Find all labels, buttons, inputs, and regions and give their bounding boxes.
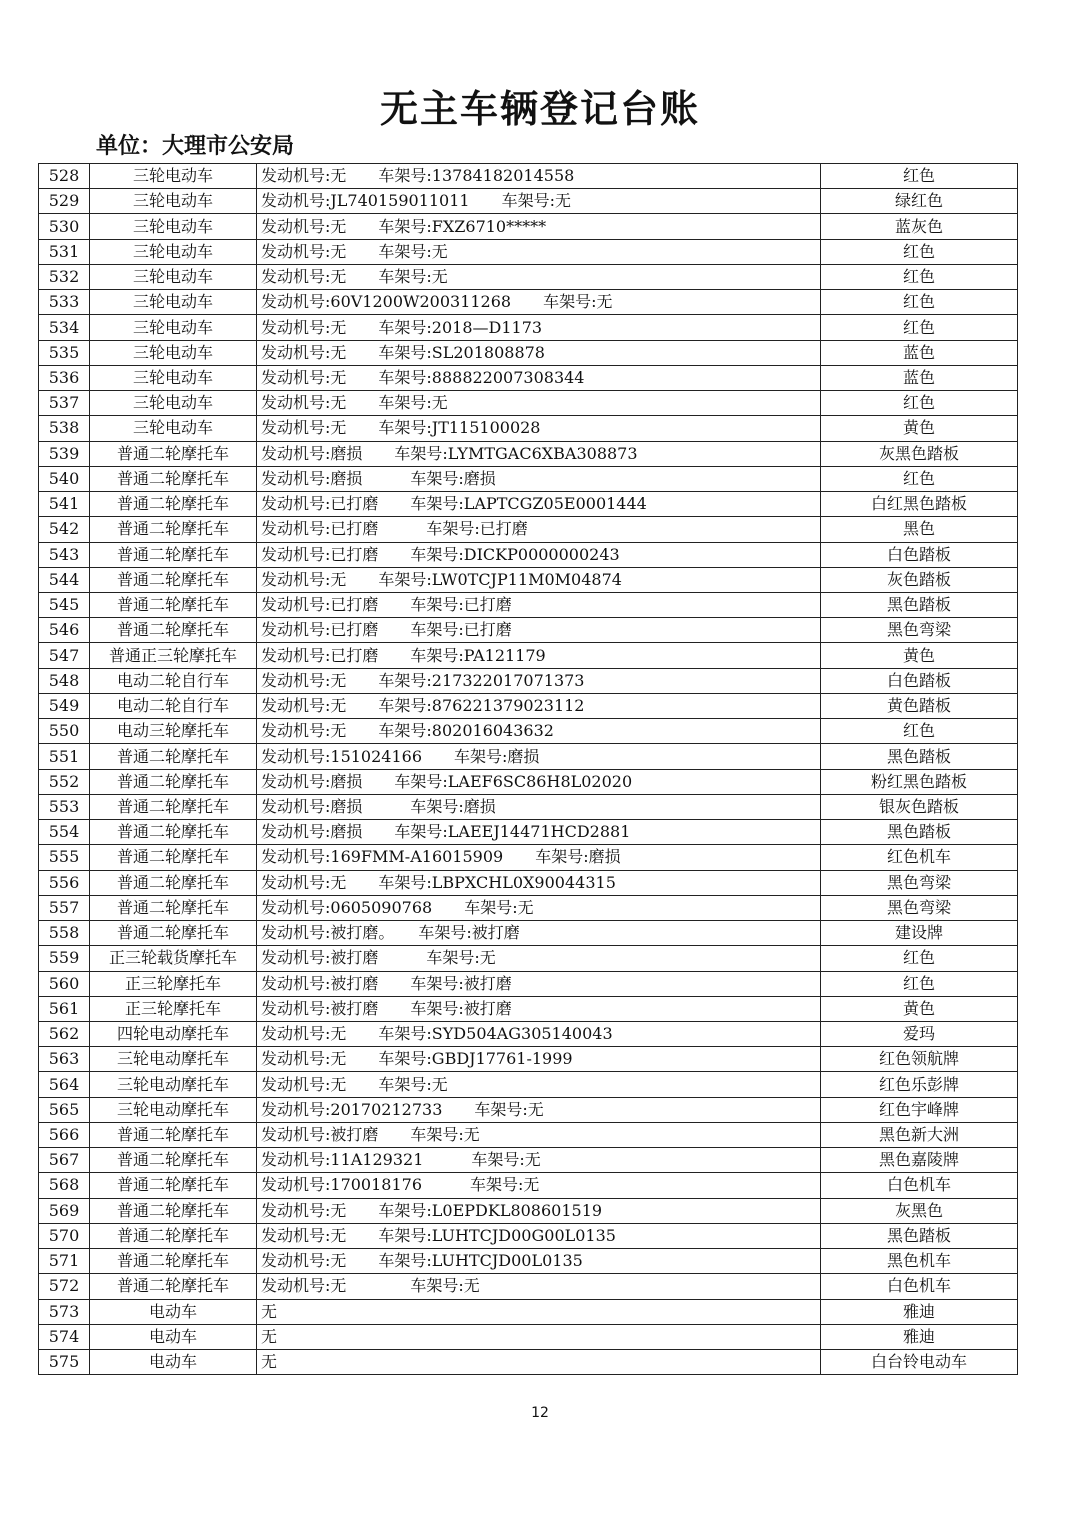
- vehicle-color: 黑色踏板: [821, 1223, 1018, 1248]
- engine-frame-numbers: 发动机号:无 车架号:SL201808878: [257, 340, 821, 365]
- row-number: 561: [39, 996, 90, 1021]
- engine-frame-numbers: 发动机号:已打磨 车架号:已打磨: [257, 618, 821, 643]
- table-row: [39, 592, 1018, 617]
- vehicle-type: 电动二轮自行车: [90, 693, 257, 718]
- vehicle-type: 普通二轮摩托车: [90, 466, 257, 491]
- table-row: [39, 971, 1018, 996]
- vehicle-color: 黑色踏板: [821, 820, 1018, 845]
- vehicle-color: 雅迪: [821, 1324, 1018, 1349]
- row-number: 553: [39, 794, 90, 819]
- vehicle-type: 普通二轮摩托车: [90, 618, 257, 643]
- vehicle-type: 三轮电动车: [90, 239, 257, 264]
- vehicle-color: 红色: [821, 264, 1018, 289]
- engine-frame-numbers: 发动机号:磨损 车架号:磨损: [257, 794, 821, 819]
- vehicle-type: 电动三轮摩托车: [90, 719, 257, 744]
- engine-frame-numbers: 发动机号:无 车架号:LUHTCJD00L0135: [257, 1249, 821, 1274]
- vehicle-type: 普通二轮摩托车: [90, 441, 257, 466]
- row-number: 554: [39, 820, 90, 845]
- vehicle-type: 普通二轮摩托车: [90, 492, 257, 517]
- table-row: [39, 391, 1018, 416]
- engine-frame-numbers: 发动机号:JL740159011011 车架号:无: [257, 189, 821, 214]
- vehicle-color: 粉红黑色踏板: [821, 769, 1018, 794]
- row-number: 532: [39, 264, 90, 289]
- engine-frame-numbers: 发动机号:169FMM-A16015909 车架号:磨损: [257, 845, 821, 870]
- vehicle-type: 电动车: [90, 1299, 257, 1324]
- vehicle-type: 三轮电动车: [90, 416, 257, 441]
- vehicle-color: 建设牌: [821, 921, 1018, 946]
- table-row: [39, 239, 1018, 264]
- row-number: 535: [39, 340, 90, 365]
- vehicle-color: 红色: [821, 719, 1018, 744]
- engine-frame-numbers: 无: [257, 1324, 821, 1349]
- vehicle-type: 普通二轮摩托车: [90, 1249, 257, 1274]
- table-row: [39, 618, 1018, 643]
- table-row: [39, 1198, 1018, 1223]
- table-row: [39, 492, 1018, 517]
- vehicle-type: 正三轮摩托车: [90, 996, 257, 1021]
- row-number: 558: [39, 921, 90, 946]
- vehicle-type: 三轮电动车: [90, 365, 257, 390]
- table-row: [39, 769, 1018, 794]
- vehicle-color: 爱玛: [821, 1021, 1018, 1046]
- vehicle-color: 黄色: [821, 643, 1018, 668]
- vehicle-type: 普通二轮摩托车: [90, 542, 257, 567]
- row-number: 573: [39, 1299, 90, 1324]
- row-number: 550: [39, 719, 90, 744]
- table-row: [39, 744, 1018, 769]
- vehicle-type: 电动二轮自行车: [90, 668, 257, 693]
- vehicle-color: 灰色踏板: [821, 567, 1018, 592]
- vehicle-color: 红色: [821, 971, 1018, 996]
- engine-frame-numbers: 发动机号:无 车架号:SYD504AG305140043: [257, 1021, 821, 1046]
- vehicle-type: 普通二轮摩托车: [90, 794, 257, 819]
- vehicle-type: 普通二轮摩托车: [90, 820, 257, 845]
- engine-frame-numbers: 发动机号:无 车架号:L0EPDKL808601519: [257, 1198, 821, 1223]
- engine-frame-numbers: 发动机号:无 车架号:888822007308344: [257, 365, 821, 390]
- vehicle-color: 白色机车: [821, 1274, 1018, 1299]
- row-number: 575: [39, 1350, 90, 1375]
- vehicle-type: 三轮电动车: [90, 340, 257, 365]
- engine-frame-numbers: 发动机号:无 车架号:JT115100028: [257, 416, 821, 441]
- row-number: 549: [39, 693, 90, 718]
- table-row: [39, 1122, 1018, 1147]
- vehicle-type: 正三轮摩托车: [90, 971, 257, 996]
- row-number: 551: [39, 744, 90, 769]
- vehicle-color: 雅迪: [821, 1299, 1018, 1324]
- table-row: [39, 1274, 1018, 1299]
- document-title: 无主车辆登记台账: [379, 87, 700, 131]
- engine-frame-numbers: 发动机号:无 车架号:876221379023112: [257, 693, 821, 718]
- vehicle-type: 普通二轮摩托车: [90, 567, 257, 592]
- table-row: [39, 1223, 1018, 1248]
- vehicle-color: 红色机车: [821, 845, 1018, 870]
- engine-frame-numbers: 发动机号:磨损 车架号:LAEF6SC86H8L02020: [257, 769, 821, 794]
- vehicle-color: 黑色: [821, 517, 1018, 542]
- table-row: [39, 946, 1018, 971]
- engine-frame-numbers: 发动机号:磨损 车架号:磨损: [257, 466, 821, 491]
- engine-frame-numbers: 无: [257, 1350, 821, 1375]
- vehicle-color: 黄色: [821, 416, 1018, 441]
- engine-frame-numbers: 发动机号:磨损 车架号:LAEEJ14471HCD2881: [257, 820, 821, 845]
- vehicle-type: 三轮电动车: [90, 391, 257, 416]
- vehicle-type: 普通二轮摩托车: [90, 1274, 257, 1299]
- row-number: 565: [39, 1097, 90, 1122]
- table-row: [39, 895, 1018, 920]
- vehicle-color: 红色领航牌: [821, 1047, 1018, 1072]
- vehicle-type: 三轮电动车: [90, 189, 257, 214]
- row-number: 537: [39, 391, 90, 416]
- vehicle-type: 普通二轮摩托车: [90, 1223, 257, 1248]
- row-number: 541: [39, 492, 90, 517]
- vehicle-color: 白台铃电动车: [821, 1350, 1018, 1375]
- vehicle-type: 普通二轮摩托车: [90, 845, 257, 870]
- vehicle-color: 白色机车: [821, 1173, 1018, 1198]
- row-number: 530: [39, 214, 90, 239]
- table-row: [39, 996, 1018, 1021]
- engine-frame-numbers: 发动机号:被打磨 车架号:无: [257, 946, 821, 971]
- vehicle-color: 白红黑色踏板: [821, 492, 1018, 517]
- engine-frame-numbers: 发动机号:被打磨 车架号:无: [257, 1122, 821, 1147]
- table-row: [39, 1148, 1018, 1173]
- vehicle-type: 三轮电动车: [90, 315, 257, 340]
- engine-frame-numbers: 发动机号:被打磨 车架号:被打磨: [257, 971, 821, 996]
- table-row: [39, 441, 1018, 466]
- engine-frame-numbers: 发动机号:无 车架号:LUHTCJD00G00L0135: [257, 1223, 821, 1248]
- row-number: 574: [39, 1324, 90, 1349]
- table-row: [39, 1299, 1018, 1324]
- vehicle-color: 红色: [821, 164, 1018, 189]
- row-number: 545: [39, 592, 90, 617]
- vehicle-color: 黄色: [821, 996, 1018, 1021]
- vehicle-type: 普通二轮摩托车: [90, 592, 257, 617]
- vehicle-color: 白色踏板: [821, 668, 1018, 693]
- row-number: 570: [39, 1223, 90, 1248]
- table-row: [39, 315, 1018, 340]
- row-number: 555: [39, 845, 90, 870]
- vehicle-type: 四轮电动摩托车: [90, 1021, 257, 1046]
- engine-frame-numbers: 发动机号:无 车架号:GBDJ17761-1999: [257, 1047, 821, 1072]
- row-number: 548: [39, 668, 90, 693]
- engine-frame-numbers: 无: [257, 1299, 821, 1324]
- row-number: 564: [39, 1072, 90, 1097]
- vehicle-type: 普通二轮摩托车: [90, 870, 257, 895]
- vehicle-type: 三轮电动车: [90, 214, 257, 239]
- table-row: [39, 214, 1018, 239]
- vehicle-color: 蓝灰色: [821, 214, 1018, 239]
- engine-frame-numbers: 发动机号:11A129321 车架号:无: [257, 1148, 821, 1173]
- table-row: [39, 870, 1018, 895]
- engine-frame-numbers: 发动机号:151024166 车架号:磨损: [257, 744, 821, 769]
- vehicle-color: 黑色弯梁: [821, 870, 1018, 895]
- vehicle-color: 黑色嘉陵牌: [821, 1148, 1018, 1173]
- vehicle-color: 灰黑色: [821, 1198, 1018, 1223]
- vehicle-color: 红色: [821, 290, 1018, 315]
- vehicle-color: 黑色踏板: [821, 592, 1018, 617]
- table-row: [39, 365, 1018, 390]
- vehicle-type: 正三轮载货摩托车: [90, 946, 257, 971]
- vehicle-type: 普通正三轮摩托车: [90, 643, 257, 668]
- row-number: 544: [39, 567, 90, 592]
- row-number: 528: [39, 164, 90, 189]
- table-row: [39, 1072, 1018, 1097]
- table-row: [39, 1097, 1018, 1122]
- page-number: 12: [531, 1405, 549, 1421]
- engine-frame-numbers: 发动机号:被打磨。 车架号:被打磨: [257, 921, 821, 946]
- vehicle-color: 红色: [821, 466, 1018, 491]
- engine-frame-numbers: 发动机号:无 车架号:LBPXCHL0X90044315: [257, 870, 821, 895]
- row-number: 562: [39, 1021, 90, 1046]
- engine-frame-numbers: 发动机号:无 车架号:无: [257, 239, 821, 264]
- engine-frame-numbers: 发动机号:60V1200W200311268 车架号:无: [257, 290, 821, 315]
- table-row: [39, 1173, 1018, 1198]
- engine-frame-numbers: 发动机号:无 车架号:无: [257, 264, 821, 289]
- row-number: 533: [39, 290, 90, 315]
- table-row: [39, 1021, 1018, 1046]
- row-number: 534: [39, 315, 90, 340]
- engine-frame-numbers: 发动机号:已打磨 车架号:已打磨: [257, 517, 821, 542]
- engine-frame-numbers: 发动机号:0605090768 车架号:无: [257, 895, 821, 920]
- vehicle-color: 红色宇峰牌: [821, 1097, 1018, 1122]
- table-row: [39, 164, 1018, 189]
- engine-frame-numbers: 发动机号:已打磨 车架号:DICKP0000000243: [257, 542, 821, 567]
- table-row: [39, 1249, 1018, 1274]
- engine-frame-numbers: 发动机号:无 车架号:LW0TCJP11M0M04874: [257, 567, 821, 592]
- row-number: 572: [39, 1274, 90, 1299]
- engine-frame-numbers: 发动机号:无 车架号:13784182014558: [257, 164, 821, 189]
- vehicle-color: 白色踏板: [821, 542, 1018, 567]
- vehicle-type: 电动车: [90, 1324, 257, 1349]
- row-number: 531: [39, 239, 90, 264]
- engine-frame-numbers: 发动机号:无 车架号:2018—D1173: [257, 315, 821, 340]
- table-row: [39, 542, 1018, 567]
- engine-frame-numbers: 发动机号:无 车架号:217322017071373: [257, 668, 821, 693]
- row-number: 547: [39, 643, 90, 668]
- vehicle-type: 电动车: [90, 1350, 257, 1375]
- table-row: [39, 820, 1018, 845]
- row-number: 539: [39, 441, 90, 466]
- row-number: 568: [39, 1173, 90, 1198]
- table-row: [39, 567, 1018, 592]
- vehicle-type: 普通二轮摩托车: [90, 921, 257, 946]
- row-number: 538: [39, 416, 90, 441]
- engine-frame-numbers: 发动机号:无 车架号:FXZ6710*****: [257, 214, 821, 239]
- ledger-body: [39, 164, 1018, 1375]
- row-number: 569: [39, 1198, 90, 1223]
- vehicle-color: 红色: [821, 315, 1018, 340]
- engine-frame-numbers: 发动机号:磨损 车架号:LYMTGAC6XBA308873: [257, 441, 821, 466]
- engine-frame-numbers: 发动机号:无 车架号:无: [257, 1072, 821, 1097]
- vehicle-color: 红色乐彭牌: [821, 1072, 1018, 1097]
- vehicle-type: 普通二轮摩托车: [90, 769, 257, 794]
- row-number: 563: [39, 1047, 90, 1072]
- vehicle-type: 普通二轮摩托车: [90, 1148, 257, 1173]
- vehicle-type: 普通二轮摩托车: [90, 517, 257, 542]
- engine-frame-numbers: 发动机号:20170212733 车架号:无: [257, 1097, 821, 1122]
- unit-label: 单位：大理市公安局: [96, 134, 295, 159]
- table-row: [39, 794, 1018, 819]
- table-row: [39, 290, 1018, 315]
- engine-frame-numbers: 发动机号:已打磨 车架号:PA121179: [257, 643, 821, 668]
- vehicle-color: 银灰色踏板: [821, 794, 1018, 819]
- vehicle-type: 普通二轮摩托车: [90, 895, 257, 920]
- table-row: [39, 921, 1018, 946]
- vehicle-type: 三轮电动车: [90, 164, 257, 189]
- engine-frame-numbers: 发动机号:无 车架号:802016043632: [257, 719, 821, 744]
- vehicle-color: 红色: [821, 239, 1018, 264]
- table-row: [39, 668, 1018, 693]
- row-number: 571: [39, 1249, 90, 1274]
- vehicle-color: 黑色新大洲: [821, 1122, 1018, 1147]
- table-row: [39, 340, 1018, 365]
- table-row: [39, 189, 1018, 214]
- engine-frame-numbers: 发动机号:无 车架号:无: [257, 1274, 821, 1299]
- vehicle-color: 黄色踏板: [821, 693, 1018, 718]
- vehicle-color: 红色: [821, 391, 1018, 416]
- row-number: 543: [39, 542, 90, 567]
- row-number: 536: [39, 365, 90, 390]
- vehicle-color: 红色: [821, 946, 1018, 971]
- row-number: 529: [39, 189, 90, 214]
- table-row: [39, 719, 1018, 744]
- row-number: 567: [39, 1148, 90, 1173]
- row-number: 556: [39, 870, 90, 895]
- vehicle-type: 普通二轮摩托车: [90, 1173, 257, 1198]
- engine-frame-numbers: 发动机号:170018176 车架号:无: [257, 1173, 821, 1198]
- table-row: [39, 416, 1018, 441]
- table-row: [39, 264, 1018, 289]
- table-row: [39, 693, 1018, 718]
- vehicle-color: 蓝色: [821, 340, 1018, 365]
- engine-frame-numbers: 发动机号:被打磨 车架号:被打磨: [257, 996, 821, 1021]
- row-number: 546: [39, 618, 90, 643]
- vehicle-color: 黑色弯梁: [821, 618, 1018, 643]
- table-row: [39, 1047, 1018, 1072]
- row-number: 566: [39, 1122, 90, 1147]
- row-number: 552: [39, 769, 90, 794]
- row-number: 540: [39, 466, 90, 491]
- engine-frame-numbers: 发动机号:已打磨 车架号:已打磨: [257, 592, 821, 617]
- row-number: 559: [39, 946, 90, 971]
- vehicle-type: 普通二轮摩托车: [90, 744, 257, 769]
- vehicle-type: 普通二轮摩托车: [90, 1198, 257, 1223]
- vehicle-type: 三轮电动摩托车: [90, 1047, 257, 1072]
- vehicle-color: 绿红色: [821, 189, 1018, 214]
- engine-frame-numbers: 发动机号:已打磨 车架号:LAPTCGZ05E0001444: [257, 492, 821, 517]
- table-row: [39, 466, 1018, 491]
- table-row: [39, 845, 1018, 870]
- vehicle-type: 普通二轮摩托车: [90, 1122, 257, 1147]
- vehicle-type: 三轮电动摩托车: [90, 1072, 257, 1097]
- vehicle-color: 黑色踏板: [821, 744, 1018, 769]
- vehicle-color: 黑色机车: [821, 1249, 1018, 1274]
- vehicle-type: 三轮电动车: [90, 264, 257, 289]
- table-row: [39, 517, 1018, 542]
- vehicle-type: 三轮电动摩托车: [90, 1097, 257, 1122]
- table-row: [39, 1324, 1018, 1349]
- vehicle-color: 灰黑色踏板: [821, 441, 1018, 466]
- table-row: [39, 643, 1018, 668]
- table-row: [39, 1350, 1018, 1375]
- row-number: 557: [39, 895, 90, 920]
- vehicle-color: 黑色弯梁: [821, 895, 1018, 920]
- engine-frame-numbers: 发动机号:无 车架号:无: [257, 391, 821, 416]
- vehicle-color: 蓝色: [821, 365, 1018, 390]
- row-number: 542: [39, 517, 90, 542]
- vehicle-ledger-table: [38, 163, 1018, 1375]
- row-number: 560: [39, 971, 90, 996]
- vehicle-type: 三轮电动车: [90, 290, 257, 315]
